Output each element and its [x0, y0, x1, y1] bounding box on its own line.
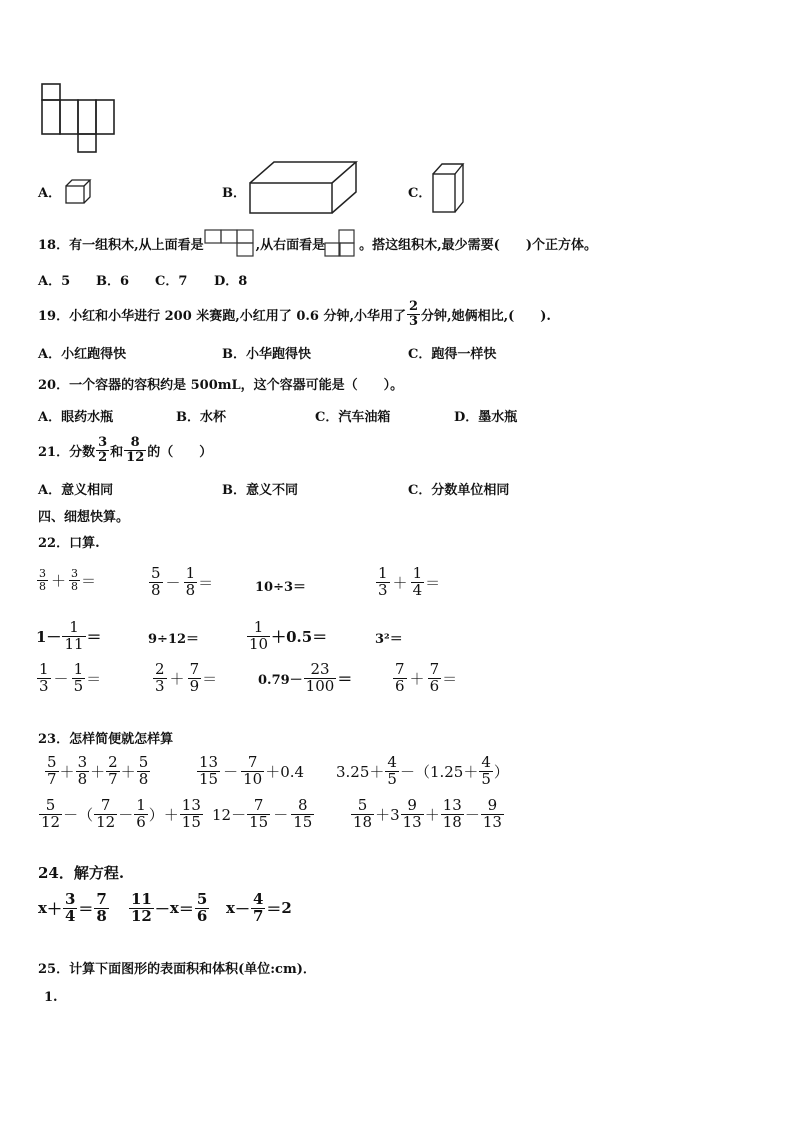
q18-option-c[interactable]: C．7	[155, 274, 188, 289]
q23-expr-5: 12－ $\frac{7}{15}$ － $\frac{8}{15}$	[212, 796, 313, 831]
q21-option-b[interactable]: B．意义不同	[222, 483, 298, 498]
q22-expr-11: 0.79－ $\frac{23}{100}$ ＝	[258, 660, 353, 695]
q21-option-c[interactable]: C．分数单位相同	[408, 483, 510, 498]
q19-text-b: 分钟,她俩相比,( ).	[421, 308, 551, 324]
q20-option-b[interactable]: B．水杯	[176, 410, 226, 425]
q21-text-b: 的（ ）	[147, 444, 213, 460]
q17-option-a-label[interactable]: A．	[38, 186, 62, 201]
q18-option-b[interactable]: B．6	[96, 274, 130, 289]
right-view-figure	[325, 228, 359, 258]
q21-option-a[interactable]: A．意义相同	[38, 483, 114, 498]
q22-title: 22．口算.	[38, 536, 100, 551]
q22-expr-7: $\frac{1}{10}$ ＋0.5＝	[249, 618, 328, 653]
cube-option-a-icon	[64, 178, 94, 208]
q18-text-c: 。搭这组积木,最少需要( )个正方体。	[359, 237, 597, 253]
q21-fraction-1: $\frac{3}{2}$	[98, 435, 108, 465]
q18-option-d[interactable]: D．8	[214, 274, 248, 289]
q20-option-a[interactable]: A．眼药水瓶	[38, 410, 114, 425]
q19-option-b[interactable]: B．小华跑得快	[222, 347, 311, 362]
q23-expr-3: 3.25＋ $\frac{4}{5}$ －（1.25＋ $\frac{4}{5}$ ）	[336, 753, 509, 788]
q20-option-d[interactable]: D．墨水瓶	[454, 410, 518, 425]
q23-expr-2: $\frac{13}{15}$ － $\frac{7}{10}$ ＋0.4	[199, 753, 305, 788]
q22-expr-9: $\frac{1}{3}$ － $\frac{1}{5}$ ＝	[39, 660, 102, 695]
q17-option-c-label[interactable]: C．	[408, 186, 432, 201]
q24-equation-3: x － $\frac{4}{7}$ ＝ 2	[226, 890, 292, 925]
q19-question	[38, 300, 551, 328]
q23-expr-6: $\frac{5}{18}$ ＋3 $\frac{9}{13}$ ＋ $\frac{13}{18}$ － $\frac{9}{13}$	[353, 796, 502, 831]
q20-option-c[interactable]: C．汽车油箱	[315, 410, 391, 425]
q17-option-b-label[interactable]: B．	[222, 186, 246, 201]
q23-expr-1: $\frac{5}{7}$ ＋ $\frac{3}{8}$ ＋ $\frac{2}{7}$ ＋ $\frac{5}{8}$	[47, 753, 149, 788]
q21-text-mid: 和	[110, 444, 124, 460]
q19-text-a: 19．小红和小华进行 200 米赛跑,小红用了 0.6 分钟,小华用了	[38, 308, 406, 324]
q25-item-1: 1.	[44, 990, 58, 1005]
q24-title: 24．解方程.	[38, 864, 125, 882]
q18-text-a: 18．有一组积木,从上面看是	[38, 237, 204, 253]
section-heading: 四、细想快算。	[38, 510, 130, 525]
q18-question	[38, 228, 597, 258]
q23-expr-4: $\frac{5}{12}$ －（ $\frac{7}{12}$ － $\frac{1}{6}$ ） ＋ $\frac{13}{15}$	[41, 796, 201, 831]
q19-option-c[interactable]: C．跑得一样快	[408, 347, 497, 362]
q23-title: 23．怎样简便就怎样算	[38, 732, 174, 747]
q22-expr-1: $\frac{3}{8}$ ＋ $\frac{3}{8}$ ＝	[39, 567, 97, 593]
q22-expr-2: $\frac{5}{8}$ － $\frac{1}{8}$ ＝	[151, 564, 214, 599]
q21-text-a: 21．分数	[38, 444, 96, 460]
q21-question	[38, 436, 212, 464]
q19-fraction: $\frac{2}{3}$	[409, 299, 419, 329]
q25-title: 25．计算下面图形的表面积和体积(单位:cm)．	[38, 962, 316, 977]
q20-question: 20．一个容器的容积约是 500mL，这个容器可能是（ ）。	[38, 378, 404, 393]
q22-expr-6: 9÷12＝	[148, 632, 200, 647]
q22-expr-4: $\frac{1}{3}$ ＋ $\frac{1}{4}$ ＝	[378, 564, 441, 599]
cube-net-figure	[40, 84, 120, 154]
q18-text-b: ,从右面看是	[255, 237, 326, 253]
q19-option-a[interactable]: A．小红跑得快	[38, 347, 127, 362]
q22-expr-5: 1－ $\frac{1}{11}$ ＝	[36, 618, 102, 653]
q24-equation-1: x ＋ $\frac{3}{4}$ ＝ $\frac{7}{8}$	[38, 890, 107, 925]
q22-expr-12: $\frac{7}{6}$ ＋ $\frac{7}{6}$ ＝	[395, 660, 458, 695]
prism-option-c-icon	[430, 160, 466, 216]
cuboid-option-b-icon	[248, 158, 360, 218]
q18-option-a[interactable]: A．5	[38, 274, 71, 289]
top-view-figure	[204, 228, 256, 258]
q22-expr-10: $\frac{2}{3}$ ＋ $\frac{7}{9}$ ＝	[155, 660, 218, 695]
q22-expr-8: 3²＝	[375, 632, 403, 647]
q21-fraction-2: $\frac{8}{12}$	[126, 435, 145, 465]
q22-expr-3: 10÷3＝	[255, 580, 307, 595]
q24-equation-2: $\frac{11}{12}$ － x ＝ $\frac{5}{6}$	[131, 890, 208, 925]
